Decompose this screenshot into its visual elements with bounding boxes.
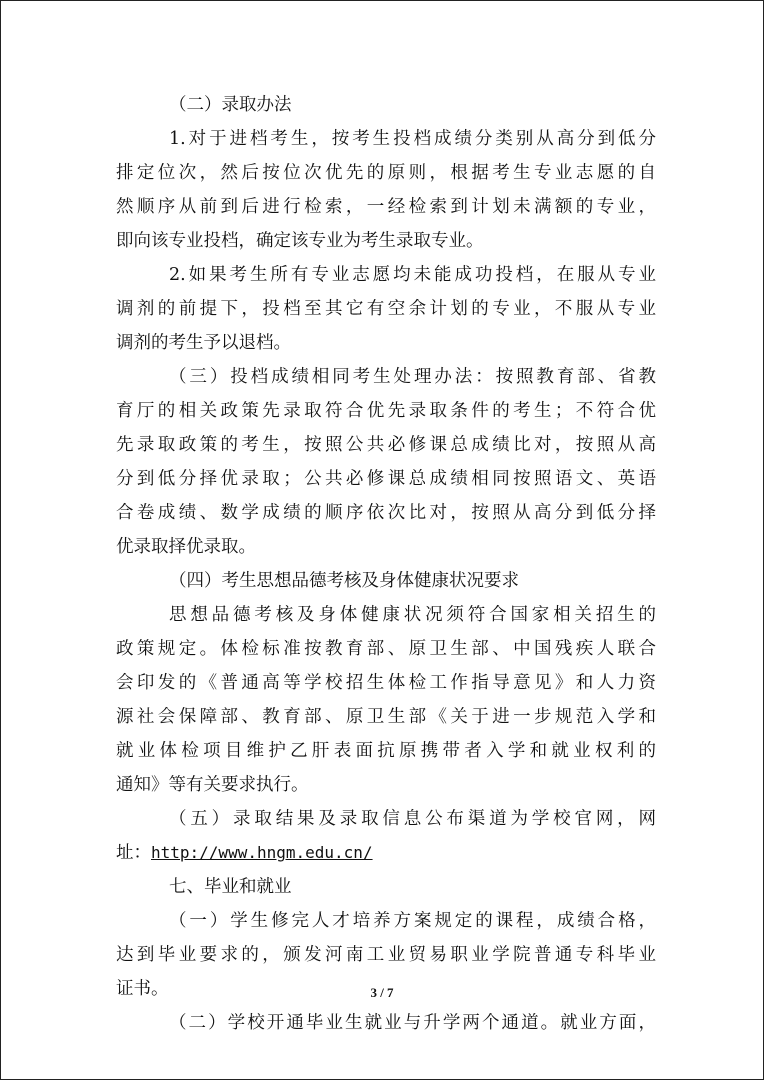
paragraph-line: （一）学生修完人才培养方案规定的课程，成绩合格， [169,911,656,931]
url-label: 址： [116,843,151,863]
paragraph-line: 通知》等有关要求执行。 [116,775,309,795]
paragraph-line: 2.如果考生所有专业志愿均未能成功投档，在服从专业 [169,265,656,285]
paragraph-line: 调剂的考生予以退档。 [116,333,291,353]
section-heading: （四）考生思想品德考核及身体健康状况要求 [169,571,519,591]
paragraph-line: 合卷成绩、数学成绩的顺序依次比对，按照从高分到低分择 [116,503,656,523]
paragraph-line: 会印发的《普通高等学校招生体检工作指导意见》和人力资 [116,673,656,693]
page-number: 3 / 7 [370,985,394,1000]
paragraph-line: 就业体检项目维护乙肝表面抗原携带者入学和就业权利的 [116,741,656,761]
paragraph-line: 1.对于进档考生，按考生投档成绩分类别从高分到低分 [169,129,656,149]
school-website-link[interactable]: http://www.hngm.edu.cn/ [151,843,373,862]
paragraph-line: 排定位次，然后按位次优先的原则，根据考生专业志愿的自 [116,163,656,183]
section-heading: 七、毕业和就业 [169,877,292,897]
paragraph-line: （五）录取结果及录取信息公布渠道为学校官网，网 [169,809,656,829]
document-body [116,88,656,1040]
url-line [116,836,656,870]
paragraph-line: 思想品德考核及身体健康状况须符合国家相关招生的 [169,605,656,625]
paragraph-line: 分到低分择优录取；公共必修课总成绩相同按照语文、英语 [116,469,656,489]
paragraph-line: （二）学校开通毕业生就业与升学两个通道。就业方面， [169,1013,656,1033]
paragraph-line: 然顺序从前到后进行检索，一经检索到计划未满额的专业， [116,197,656,217]
paragraph-line: 源社会保障部、教育部、原卫生部《关于进一步规范入学和 [116,707,656,727]
paragraph-line: （三）投档成绩相同考生处理办法：按照教育部、省教 [169,367,656,387]
paragraph-line: 政策规定。体检标准按教育部、原卫生部、中国残疾人联合 [116,639,656,659]
paragraph-line: 证书。 [116,979,169,999]
paragraph-line: 达到毕业要求的，颁发河南工业贸易职业学院普通专科毕业 [116,945,656,965]
paragraph-line: 育厅的相关政策先录取符合优先录取条件的考生；不符合优 [116,401,656,421]
paragraph-line: 优录取择优录取。 [116,537,256,557]
paragraph-line: 即向该专业投档，确定该专业为考生录取专业。 [116,231,484,251]
paragraph-line: 先录取政策的考生，按照公共必修课总成绩比对，按照从高 [116,435,656,455]
section-heading: （二）录取办法 [169,95,292,115]
paragraph-line: 调剂的前提下，投档至其它有空余计划的专业，不服从专业 [116,299,656,319]
